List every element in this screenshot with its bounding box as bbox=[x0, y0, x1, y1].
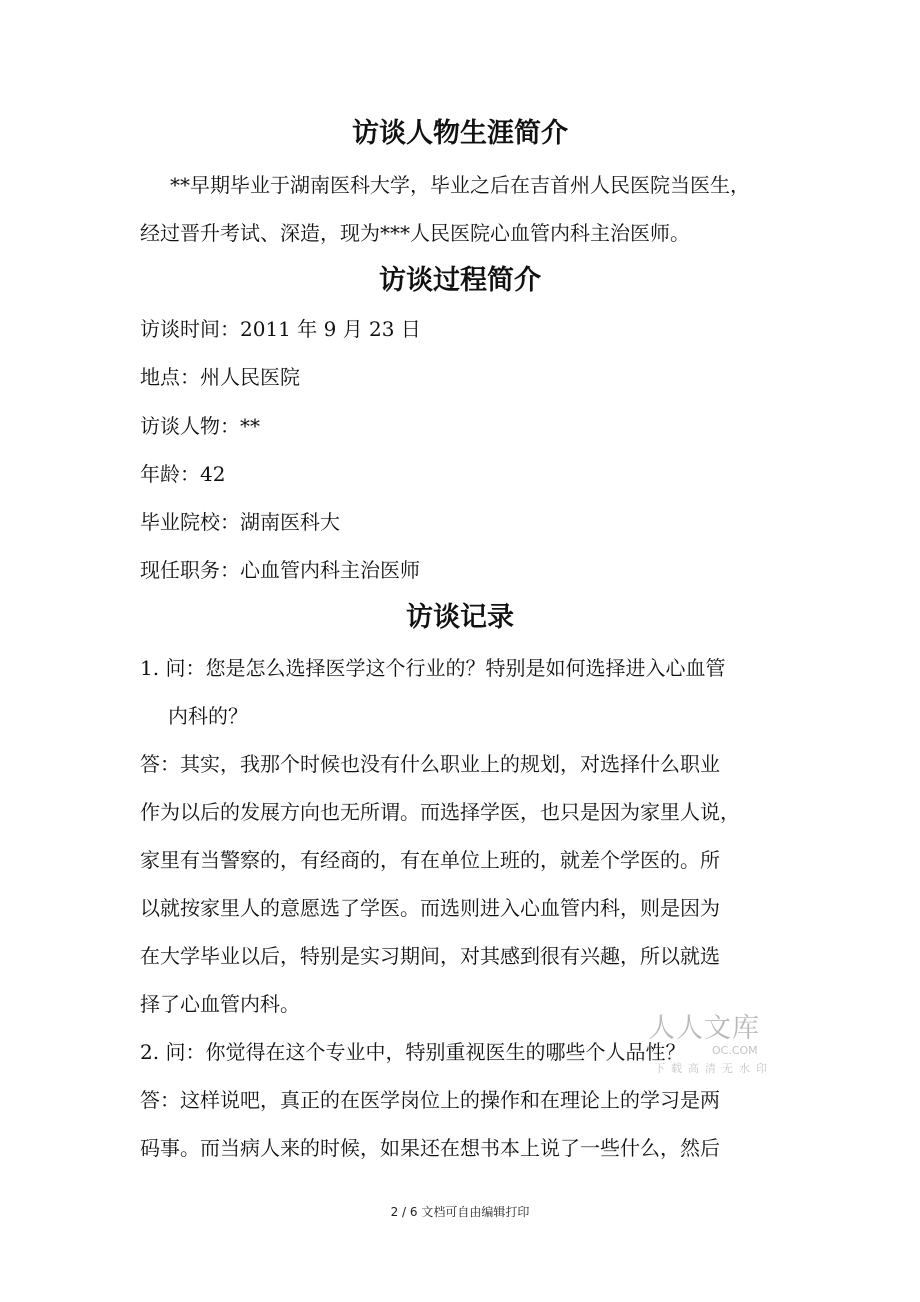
answer-1-line-1: 答：其实，我那个时候也没有什么职业上的规划，对选择什么职业 bbox=[140, 752, 720, 776]
interview-time: 访谈时间：2011 年 9 月 23 日 bbox=[140, 317, 421, 341]
answer-1-line-4: 以就按家里人的意愿选了学医。而选则进入心血管内科，则是因为 bbox=[140, 896, 720, 920]
watermark-logo-text: 人人文库 bbox=[648, 1013, 760, 1044]
interview-age: 年龄：42 bbox=[140, 462, 226, 486]
answer-2-line-2: 码事。而当病人来的时候，如果还在想书本上说了一些什么，然后 bbox=[140, 1136, 720, 1160]
interview-school: 毕业院校：湖南医科大 bbox=[140, 510, 340, 534]
interview-record-heading: 访谈记录 bbox=[406, 602, 514, 633]
career-intro-line-1: **早期毕业于湖南医科大学，毕业之后在吉首州人民医院当医生， bbox=[170, 173, 750, 197]
watermark-subtitle: 下载高清无水印 bbox=[654, 1062, 773, 1075]
career-intro-line-2: 经过晋升考试、深造，现为***人民医院心血管内科主治医师。 bbox=[140, 221, 690, 245]
interview-person: 访谈人物：** bbox=[140, 414, 260, 438]
process-intro-heading: 访谈过程简介 bbox=[379, 265, 541, 296]
answer-1-line-5: 在大学毕业以后，特别是实习期间，对其感到很有兴趣，所以就选 bbox=[140, 944, 720, 968]
answer-2-line-1: 答：这样说吧，真正的在医学岗位上的操作和在理论上的学习是两 bbox=[140, 1088, 720, 1112]
question-2: 2. 问：你觉得在这个专业中，特别重视医生的哪些个人品性？ bbox=[140, 1040, 686, 1064]
interview-place: 地点：州人民医院 bbox=[140, 365, 300, 389]
interview-position: 现任职务：心血管内科主治医师 bbox=[140, 558, 420, 582]
answer-1-line-2: 作为以后的发展方向也无所谓。而选择学医，也只是因为家里人说， bbox=[140, 800, 740, 824]
career-intro-heading: 访谈人物生涯简介 bbox=[352, 118, 568, 149]
question-1-line-1: 1. 问：您是怎么选择医学这个行业的？特别是如何选择进入心血管 bbox=[140, 656, 726, 680]
question-1-line-2: 内科的？ bbox=[168, 704, 248, 728]
page-footer: 2 / 6 文档可自由编辑打印 bbox=[390, 1205, 530, 1219]
answer-1-line-3: 家里有当警察的，有经商的，有在单位上班的，就差个学医的。所 bbox=[140, 848, 720, 872]
watermark bbox=[648, 1013, 774, 1075]
answer-1-line-6: 择了心血管内科。 bbox=[140, 992, 300, 1016]
watermark-url: OC.COM bbox=[712, 1044, 758, 1057]
